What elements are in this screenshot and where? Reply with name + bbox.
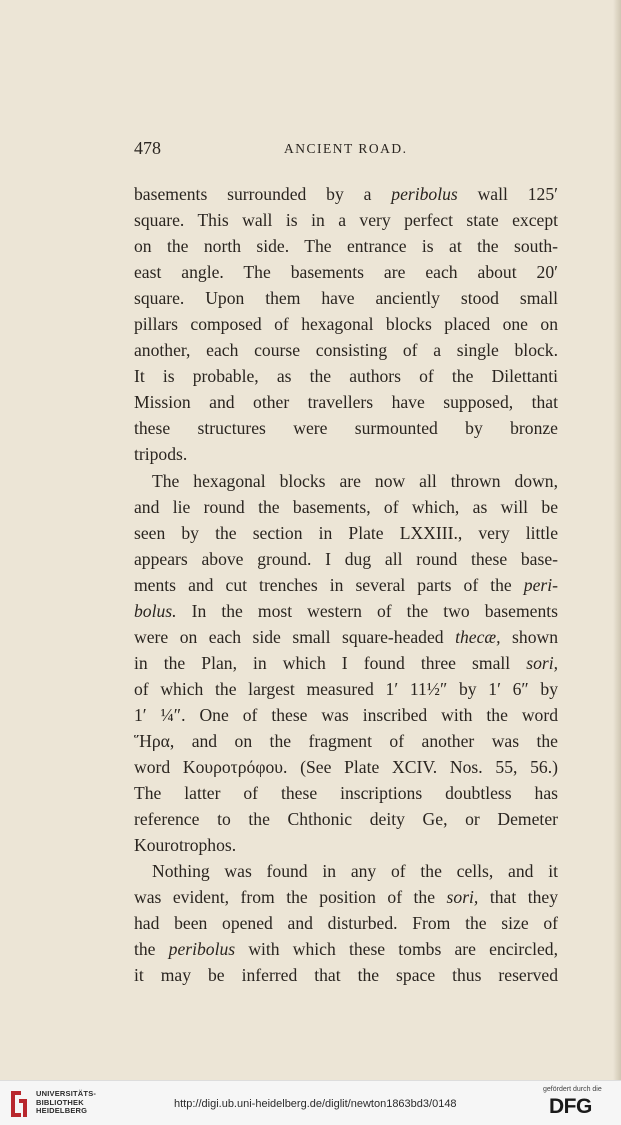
text-line — [134, 728, 558, 754]
running-title: ANCIENT ROAD. — [284, 141, 408, 156]
text-line — [134, 832, 558, 858]
text-line — [134, 598, 558, 624]
text-run: of which the largest measured 1′ 11½″ by 1′ 6″ by — [134, 678, 558, 699]
text-line — [134, 468, 558, 494]
text-line — [134, 441, 558, 467]
text-line — [134, 884, 558, 910]
text-run: Kourotrophos. — [134, 835, 237, 856]
text-line — [134, 780, 558, 806]
text-line — [134, 676, 558, 702]
text-run: reference to the Chthonic deity Ge, or Demeter — [134, 809, 558, 830]
text-run: were on each side small square-headed — [134, 626, 456, 647]
text-run: square. Upon them have anciently stood small — [134, 288, 558, 309]
text-line — [134, 572, 558, 598]
text-run: in the Plan, in which I found three small — [134, 652, 527, 673]
text-run: square. This wall is in a very perfect state except — [134, 210, 558, 231]
body-text — [134, 181, 558, 988]
text-run: The hexagonal blocks are now all thrown down, — [152, 470, 558, 491]
text-run: the — [134, 939, 169, 960]
text-run: it may be inferred that the space thus reserved — [134, 965, 558, 986]
text-run: was evident, from the position of the — [134, 887, 447, 908]
italic-text: peribolus — [168, 939, 236, 960]
text-line — [134, 858, 558, 884]
dfg-logo-icon: DFG — [549, 1095, 592, 1118]
sponsor-label: gefördert durch die — [543, 1086, 602, 1093]
library-name-line: BIBLIOTHEK — [36, 1097, 84, 1107]
text-run: and lie round the basements, of which, as will be — [134, 496, 558, 517]
text-run: In the most western of the two basements — [176, 600, 558, 621]
text-run: wall 125′ — [457, 184, 558, 204]
text-run: with which these tombs are encircled, — [235, 939, 558, 960]
text-line — [134, 233, 558, 259]
text-run: that they — [478, 887, 558, 908]
text-line — [134, 702, 558, 728]
text-run: basements surrounded by a — [134, 184, 392, 204]
text-line — [134, 389, 558, 415]
text-run: pillars composed of hexagonal blocks placed one on — [134, 314, 558, 335]
italic-text: peri- — [523, 574, 558, 595]
library-name-line: HEIDELBERG — [36, 1106, 88, 1115]
text-run: appears above ground. I dug all round these base- — [134, 548, 558, 569]
page-number: 478 — [134, 138, 161, 158]
university-library-logo-icon — [8, 1089, 30, 1119]
italic-text: sori, — [526, 652, 558, 673]
text-line — [134, 754, 558, 780]
permalink-url[interactable]: http://digi.ub.uni-heidelberg.de/diglit/newton1863bd3/0148 — [174, 1098, 457, 1110]
library-name — [36, 1090, 96, 1116]
text-line — [134, 806, 558, 832]
text-run: these structures were surmounted by bronze — [134, 418, 558, 439]
text-run: The latter of these inscriptions doubtless has — [134, 783, 558, 804]
footer-bar — [0, 1080, 621, 1125]
text-line — [134, 650, 558, 676]
text-run: word Κουροτρόφου. (See Plate XCIV. Nos. 55, 56.) — [134, 757, 558, 778]
text-run: Nothing was found in any of the cells, and it — [152, 861, 558, 882]
text-run: 1′ ¼″. One of these was inscribed with the word — [134, 704, 558, 725]
library-name-line: UNIVERSITÄTS- — [36, 1089, 97, 1098]
text-line — [134, 337, 558, 363]
text-line — [134, 285, 558, 311]
text-run: another, each course consisting of a single block. — [134, 340, 558, 361]
text-line — [134, 962, 558, 988]
text-run: had been opened and disturbed. From the size of — [134, 913, 558, 934]
text-line — [134, 259, 558, 285]
text-run: Ἥρα, and on the fragment of another was the — [134, 730, 558, 751]
text-line — [134, 494, 558, 520]
text-line — [134, 363, 558, 389]
italic-text: bolus. — [134, 600, 177, 621]
text-run: It is probable, as the authors of the Dilettanti — [134, 366, 558, 387]
text-line — [134, 910, 558, 936]
text-run: Mission and other travellers have supposed, that — [134, 392, 558, 413]
text-run: ments and cut trenches in several parts of the — [134, 574, 524, 595]
italic-text: thecæ, — [455, 626, 501, 647]
text-run: seen by the section in Plate LXXIII., very little — [134, 522, 558, 543]
text-line — [134, 520, 558, 546]
italic-text: sori, — [446, 887, 479, 908]
text-run: on the north side. The entrance is at the south- — [134, 236, 558, 257]
text-run: east angle. The basements are each about 20′ — [134, 262, 558, 283]
text-run: shown — [500, 626, 558, 647]
italic-text: peribolus — [391, 184, 458, 204]
text-line — [134, 936, 558, 962]
text-line — [134, 181, 558, 207]
text-run: tripods. — [134, 444, 188, 465]
page-header — [134, 138, 558, 160]
text-line — [134, 415, 558, 441]
text-line — [134, 624, 558, 650]
text-line — [134, 207, 558, 233]
text-line — [134, 546, 558, 572]
text-line — [134, 311, 558, 337]
